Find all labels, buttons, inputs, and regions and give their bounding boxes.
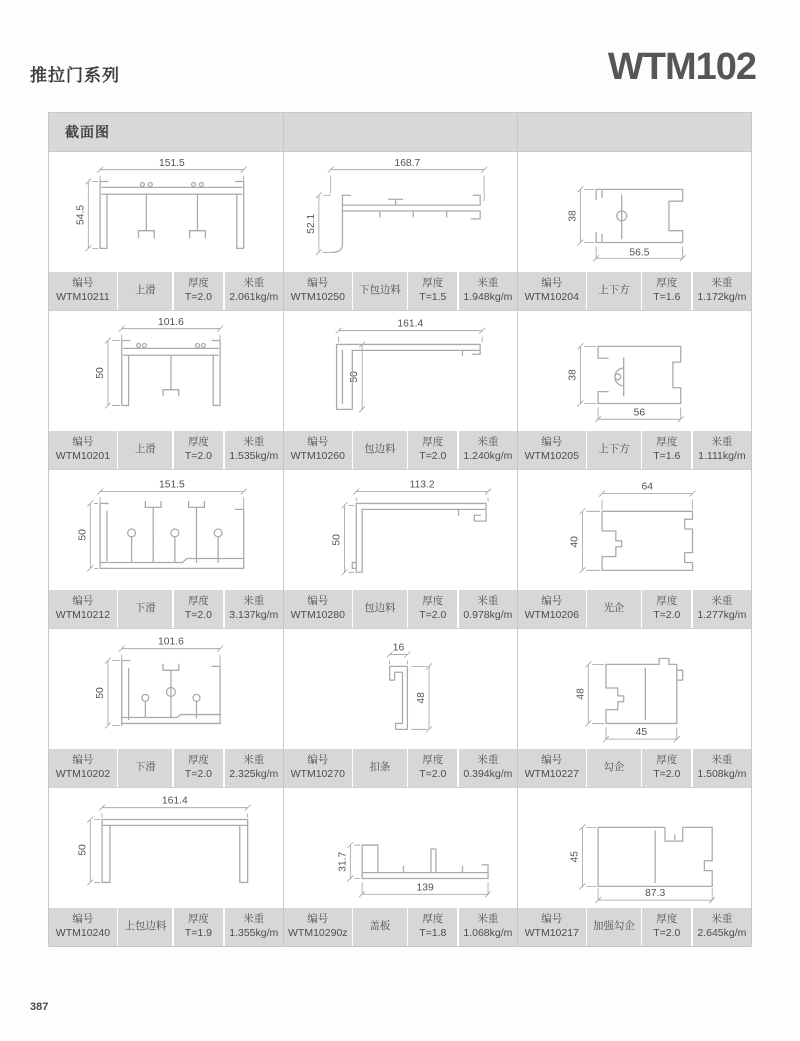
svg-text:161.4: 161.4 xyxy=(161,795,188,807)
info-weight: 米重 2.325kg/m xyxy=(225,749,284,787)
profile-cell xyxy=(283,311,517,470)
svg-text:151.5: 151.5 xyxy=(158,479,185,491)
svg-text:87.3: 87.3 xyxy=(645,888,666,900)
info-thickness: 厚度 T=2.0 xyxy=(408,431,457,469)
profile-drawing-svg xyxy=(49,470,283,590)
svg-text:168.7: 168.7 xyxy=(394,157,421,169)
info-name: 盖板 xyxy=(353,908,407,946)
info-thickness: 厚度 T=2.0 xyxy=(642,908,691,946)
svg-text:56: 56 xyxy=(633,407,646,419)
profile-drawing-svg xyxy=(518,152,751,272)
profile-drawing xyxy=(49,788,283,908)
svg-text:45: 45 xyxy=(569,851,581,863)
profile-drawing-svg xyxy=(518,311,751,431)
profile-drawing xyxy=(49,629,283,749)
svg-text:50: 50 xyxy=(331,534,343,546)
info-name: 上滑 xyxy=(118,272,172,310)
info-weight: 米重 1.111kg/m xyxy=(693,431,751,469)
svg-text:48: 48 xyxy=(575,688,587,700)
svg-text:139: 139 xyxy=(416,882,434,894)
info-thickness: 厚度 T=2.0 xyxy=(174,749,223,787)
profile-drawing-svg xyxy=(284,629,517,749)
svg-text:50: 50 xyxy=(349,371,361,383)
info-weight: 米重 1.277kg/m xyxy=(693,590,751,628)
profile-drawing-svg xyxy=(284,788,517,908)
profile-info-row xyxy=(284,272,517,310)
svg-text:38: 38 xyxy=(567,369,579,381)
profile-drawing xyxy=(518,788,751,908)
profile-info-row xyxy=(518,749,751,787)
info-code: 编号 WTM10270 xyxy=(284,749,352,787)
info-weight: 米重 1.508kg/m xyxy=(693,749,751,787)
svg-text:161.4: 161.4 xyxy=(397,318,424,330)
info-weight: 米重 1.068kg/m xyxy=(459,908,517,946)
profile-drawing-svg xyxy=(518,629,751,749)
profile-cell xyxy=(517,311,751,470)
info-weight: 米重 0.394kg/m xyxy=(459,749,517,787)
page-number: 387 xyxy=(30,1001,49,1013)
profile-drawing xyxy=(284,629,517,749)
profile-drawing xyxy=(49,152,283,272)
svg-text:16: 16 xyxy=(392,642,405,654)
profile-drawing xyxy=(284,311,517,431)
profile-cell xyxy=(283,152,517,311)
info-name: 下滑 xyxy=(118,749,172,787)
profile-cell xyxy=(49,470,283,629)
info-code: 编号 WTM10217 xyxy=(518,908,586,946)
info-name: 上包边料 xyxy=(118,908,172,946)
info-weight: 米重 1.240kg/m xyxy=(459,431,517,469)
info-code: 编号 WTM10212 xyxy=(49,590,117,628)
profile-drawing-svg xyxy=(284,470,517,590)
profile-table xyxy=(48,112,752,947)
info-thickness: 厚度 T=2.0 xyxy=(408,749,457,787)
info-name: 上下方 xyxy=(587,272,641,310)
profile-info-row xyxy=(49,431,283,469)
profile-drawing xyxy=(518,311,751,431)
info-thickness: 厚度 T=2.0 xyxy=(642,590,691,628)
info-code: 编号 WTM10205 xyxy=(518,431,586,469)
profile-cell xyxy=(517,788,751,946)
profile-drawing xyxy=(284,788,517,908)
info-name: 包边料 xyxy=(353,431,407,469)
svg-text:50: 50 xyxy=(95,367,107,379)
svg-text:56.5: 56.5 xyxy=(629,247,650,259)
profile-cell xyxy=(49,311,283,470)
info-name: 勾企 xyxy=(587,749,641,787)
info-code: 编号 WTM10240 xyxy=(49,908,117,946)
section-header-label: 截面图 xyxy=(65,124,110,140)
info-name: 下滑 xyxy=(118,590,172,628)
model-number: WTM102 xyxy=(607,46,756,88)
profile-drawing xyxy=(518,152,751,272)
info-weight: 米重 1.948kg/m xyxy=(459,272,517,310)
profile-info-row xyxy=(49,272,283,310)
profile-drawing xyxy=(518,470,751,590)
svg-text:50: 50 xyxy=(77,529,89,541)
profile-info-row xyxy=(284,908,517,946)
profile-drawing-svg xyxy=(284,311,517,431)
profile-cell xyxy=(283,788,517,946)
profile-info-row xyxy=(518,272,751,310)
info-code: 编号 WTM10280 xyxy=(284,590,352,628)
profile-drawing xyxy=(284,470,517,590)
profile-cell xyxy=(517,470,751,629)
title-bar xyxy=(0,0,800,86)
svg-text:50: 50 xyxy=(95,687,107,699)
svg-text:101.6: 101.6 xyxy=(158,636,184,648)
info-thickness: 厚度 T=1.5 xyxy=(408,272,457,310)
profile-info-row xyxy=(49,590,283,628)
profile-cell xyxy=(283,470,517,629)
profile-cell xyxy=(283,629,517,788)
profile-drawing-svg xyxy=(518,470,751,590)
svg-text:54.5: 54.5 xyxy=(75,204,87,225)
profile-info-row xyxy=(518,908,751,946)
info-name: 上滑 xyxy=(118,431,172,469)
info-thickness: 厚度 T=2.0 xyxy=(642,749,691,787)
info-thickness: 厚度 T=1.9 xyxy=(174,908,223,946)
profile-cell xyxy=(49,629,283,788)
profile-info-row xyxy=(518,431,751,469)
profile-cell xyxy=(49,788,283,946)
info-thickness: 厚度 T=2.0 xyxy=(174,590,223,628)
info-name: 包边料 xyxy=(353,590,407,628)
info-code: 编号 WTM10211 xyxy=(49,272,117,310)
profile-info-row xyxy=(284,431,517,469)
profile-drawing-svg xyxy=(49,788,283,908)
svg-text:45: 45 xyxy=(635,727,648,739)
info-name: 加强勾企 xyxy=(587,908,641,946)
svg-text:101.6: 101.6 xyxy=(158,316,184,328)
info-weight: 米重 1.172kg/m xyxy=(693,272,751,310)
svg-text:40: 40 xyxy=(569,536,581,548)
profile-info-row xyxy=(49,908,283,946)
svg-text:151.5: 151.5 xyxy=(158,157,185,169)
info-thickness: 厚度 T=2.0 xyxy=(408,590,457,628)
svg-text:38: 38 xyxy=(567,210,579,222)
info-name: 光企 xyxy=(587,590,641,628)
info-weight: 米重 0.978kg/m xyxy=(459,590,517,628)
profile-drawing xyxy=(284,152,517,272)
section-header-cell xyxy=(517,113,751,152)
info-code: 编号 WTM10206 xyxy=(518,590,586,628)
svg-text:52.1: 52.1 xyxy=(305,213,317,234)
info-thickness: 厚度 T=2.0 xyxy=(174,431,223,469)
info-weight: 米重 1.535kg/m xyxy=(225,431,284,469)
profile-drawing-svg xyxy=(49,311,283,431)
section-header-cell xyxy=(49,113,283,152)
series-title: 推拉门系列 xyxy=(30,66,120,85)
profile-drawing-svg xyxy=(518,788,751,908)
info-weight: 米重 3.137kg/m xyxy=(225,590,284,628)
svg-text:31.7: 31.7 xyxy=(337,851,349,872)
profile-drawing-svg xyxy=(49,152,283,272)
info-code: 编号 WTM10201 xyxy=(49,431,117,469)
profile-drawing-svg xyxy=(49,629,283,749)
svg-text:113.2: 113.2 xyxy=(409,479,435,491)
info-weight: 米重 2.061kg/m xyxy=(225,272,284,310)
svg-text:48: 48 xyxy=(416,692,428,704)
profile-cell xyxy=(517,152,751,311)
info-thickness: 厚度 T=2.0 xyxy=(174,272,223,310)
profile-cell xyxy=(49,152,283,311)
section-header-cell xyxy=(283,113,517,152)
svg-text:50: 50 xyxy=(77,844,89,856)
profile-drawing xyxy=(49,470,283,590)
profile-info-row xyxy=(49,749,283,787)
info-weight: 米重 1.355kg/m xyxy=(225,908,284,946)
profile-info-row xyxy=(284,590,517,628)
info-name: 下包边料 xyxy=(353,272,407,310)
info-name: 扣条 xyxy=(353,749,407,787)
info-thickness: 厚度 T=1.8 xyxy=(408,908,457,946)
info-code: 编号 WTM10204 xyxy=(518,272,586,310)
profile-cell xyxy=(517,629,751,788)
info-thickness: 厚度 T=1.6 xyxy=(642,431,691,469)
info-code: 编号 WTM10202 xyxy=(49,749,117,787)
profile-drawing xyxy=(518,629,751,749)
profile-info-row xyxy=(284,749,517,787)
info-code: 编号 WTM10227 xyxy=(518,749,586,787)
svg-text:64: 64 xyxy=(641,481,654,493)
info-thickness: 厚度 T=1.6 xyxy=(642,272,691,310)
profile-info-row xyxy=(518,590,751,628)
info-code: 编号 WTM10260 xyxy=(284,431,352,469)
info-name: 上下方 xyxy=(587,431,641,469)
info-code: 编号 WTM10250 xyxy=(284,272,352,310)
info-weight: 米重 2.645kg/m xyxy=(693,908,751,946)
profile-drawing-svg xyxy=(284,152,517,272)
info-code: 编号 WTM10290z xyxy=(284,908,352,946)
profile-drawing xyxy=(49,311,283,431)
